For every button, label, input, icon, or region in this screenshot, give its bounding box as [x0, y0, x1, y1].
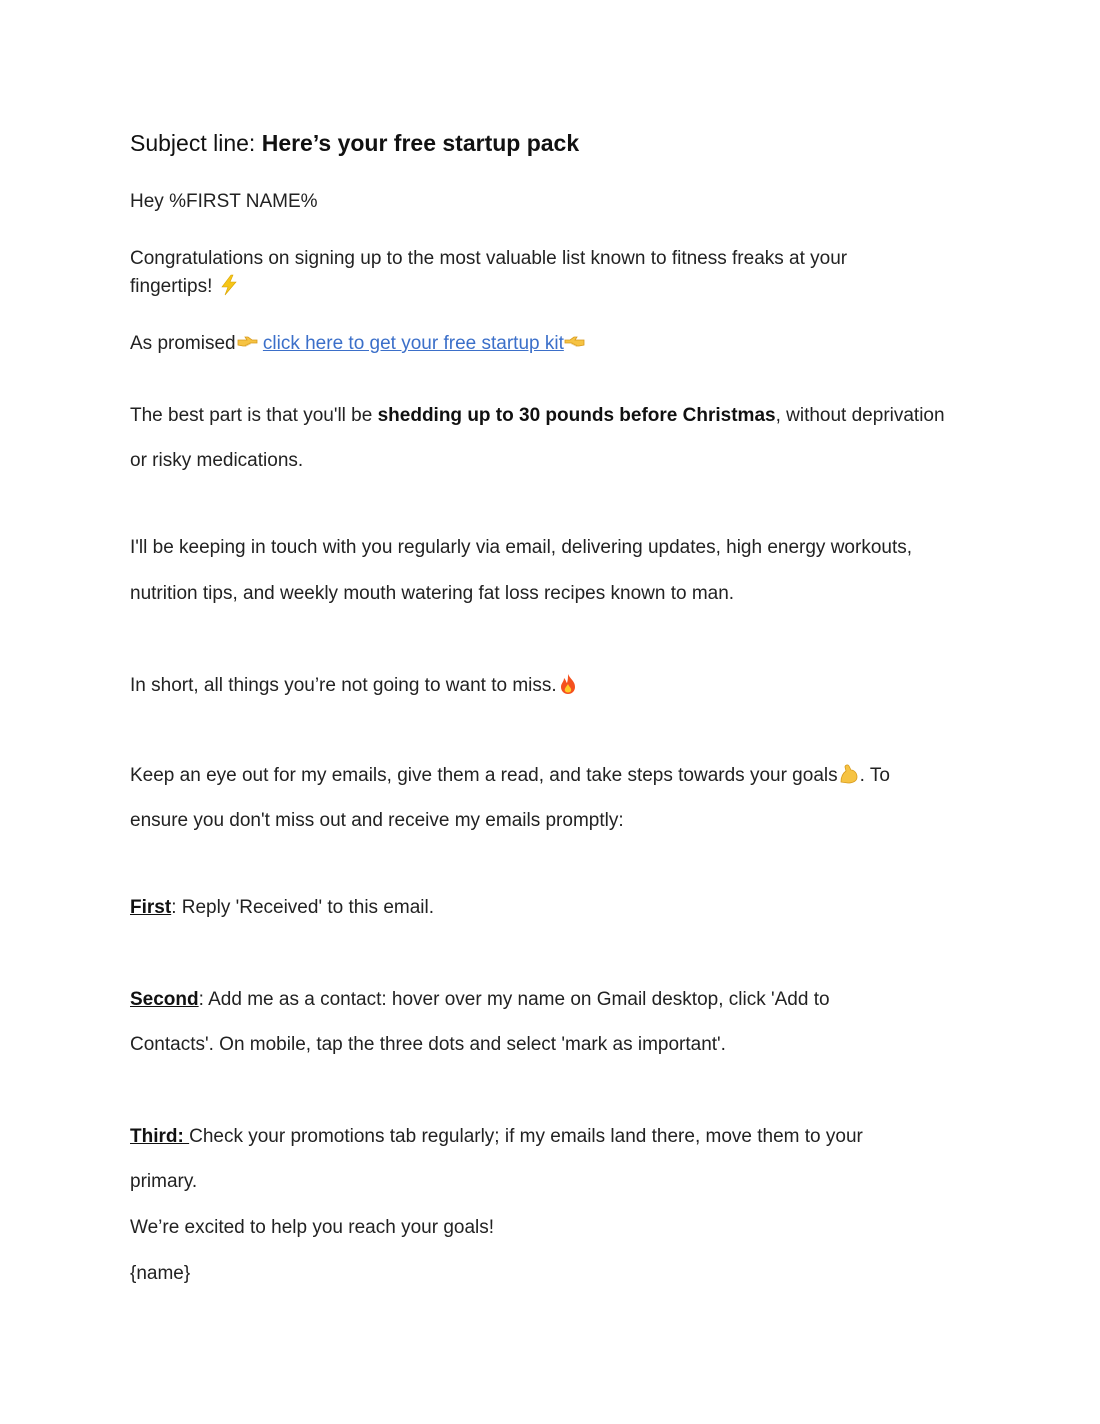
greeting: Hey %FIRST NAME% — [130, 191, 318, 212]
keep-touch-line-1: I'll be keeping in touch with you regularly via email, delivering updates, high energy workouts, — [130, 537, 913, 558]
step-third-line-1 — [130, 1124, 863, 1150]
step-second-line-1 — [130, 987, 830, 1013]
flexed-bicep-icon — [838, 763, 860, 785]
lightning-icon — [218, 274, 240, 296]
keep-eye-post: . To — [859, 765, 890, 786]
startup-kit-link[interactable]: click here to get your free startup kit — [262, 333, 564, 354]
step-third-line-2: primary. — [130, 1171, 198, 1192]
subject-title: Here’s your free startup pack — [261, 130, 580, 156]
step-second-line-2: Contacts'. On mobile, tap the three dots and select 'mark as important'. — [130, 1034, 726, 1055]
step-third-label: Third: — [130, 1126, 190, 1147]
step-first-label: First — [130, 897, 172, 918]
best-part-post: , without deprivation — [775, 405, 945, 426]
congrats-line-2 — [130, 274, 240, 300]
keep-eye-line-2: ensure you don't miss out and receive my emails promptly: — [130, 810, 624, 831]
fire-icon — [557, 673, 579, 695]
step-third-text: Check your promotions tab regularly; if my emails land there, move them to your — [189, 1126, 863, 1147]
pointing-right-icon — [236, 331, 258, 353]
closing-excited: We’re excited to help you reach your goals! — [130, 1217, 495, 1238]
step-first-text: : Reply 'Received' to this email. — [171, 897, 434, 918]
best-part-pre: The best part is that you'll be — [130, 405, 378, 426]
step-second-text: : Add me as a contact: hover over my name on Gmail desktop, click 'Add to — [198, 989, 830, 1010]
signature: {name} — [130, 1263, 191, 1284]
pointing-left-icon — [564, 331, 586, 353]
in-short-text: In short, all things you’re not going to want to miss. — [130, 675, 557, 696]
in-short-line — [130, 673, 579, 699]
best-part-line-1 — [130, 403, 945, 429]
keep-touch-line-2: nutrition tips, and weekly mouth watering fat loss recipes known to man. — [130, 583, 735, 604]
congrats-text: fingertips! — [130, 276, 218, 297]
keep-eye-pre: Keep an eye out for my emails, give them a read, and take steps towards your goals — [130, 765, 838, 786]
keep-eye-line-1 — [130, 763, 890, 789]
step-first — [130, 895, 434, 921]
best-part-bold: shedding up to 30 pounds before Christmas — [377, 405, 776, 426]
promise-line — [130, 331, 586, 357]
promise-prefix: As promised — [130, 333, 236, 354]
congrats-line-1: Congratulations on signing up to the most valuable list known to fitness freaks at your — [130, 248, 848, 269]
step-second-label: Second — [130, 989, 199, 1010]
subject-line — [130, 128, 579, 158]
subject-prefix: Subject line: — [130, 130, 262, 156]
best-part-line-2: or risky medications. — [130, 450, 304, 471]
